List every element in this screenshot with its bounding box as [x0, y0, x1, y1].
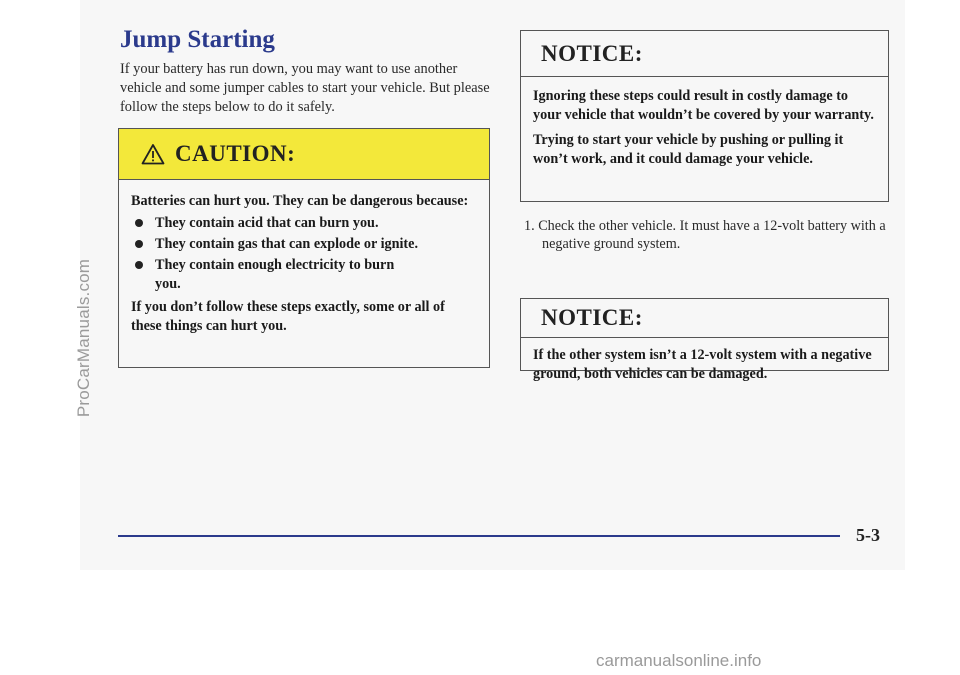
caution-box [118, 128, 490, 368]
caution-closing: If you don’t follow these steps exactly, some or all of these things can hurt you. [131, 299, 445, 334]
caution-body [119, 180, 489, 336]
notice-body [521, 77, 888, 169]
caution-lead: Batteries can hurt you. They can be dangerous because: [131, 193, 469, 209]
side-watermark: ProCarManuals.com [74, 258, 93, 418]
notice-label: NOTICE: [541, 305, 643, 330]
caution-label: CAUTION: [175, 141, 296, 166]
footer-rule [118, 535, 840, 537]
page-title: Jump Starting [120, 26, 275, 53]
bullet-icon [135, 240, 143, 248]
notice-box-12-volt [520, 298, 889, 382]
caution-bullet-list [131, 214, 475, 294]
notice-paragraph: Trying to start your vehicle by pushing or pulling it won’t work, and it could damage your vehicle. [533, 132, 844, 167]
notice-paragraph: If the other system isn’t a 12-volt system with a negative ground, both vehicles can be damaged. [533, 347, 872, 382]
notice-header [521, 31, 888, 77]
bottom-watermark: carmanualsonline.info [596, 651, 762, 670]
notice-header [521, 299, 888, 338]
caution-header [119, 129, 489, 180]
notice-body [521, 338, 888, 384]
list-item: They contain gas that can explode or ignite. [131, 235, 475, 254]
step-1: 1. Check the other vehicle. It must have a 12-volt battery with a negative ground system. [524, 218, 886, 252]
list-item: They contain acid that can burn you. [131, 214, 475, 233]
notice-box-costly-damage [520, 30, 889, 202]
page-number: 5-3 [856, 525, 880, 545]
list-item: They contain enough electricity to burn you. [131, 256, 475, 294]
notice-paragraph: Ignoring these steps could result in costly damage to your vehicle that wouldn’t be covered by your warranty. [533, 88, 874, 123]
warning-triangle-icon [141, 143, 165, 165]
bullet-icon [135, 219, 143, 227]
bullet-icon [135, 261, 143, 269]
intro-paragraph: If your battery has run down, you may want to use another vehicle and some jumper cables to start your vehicle. But please follow the steps below to do it safely. [120, 61, 490, 115]
notice-label: NOTICE: [541, 40, 643, 66]
